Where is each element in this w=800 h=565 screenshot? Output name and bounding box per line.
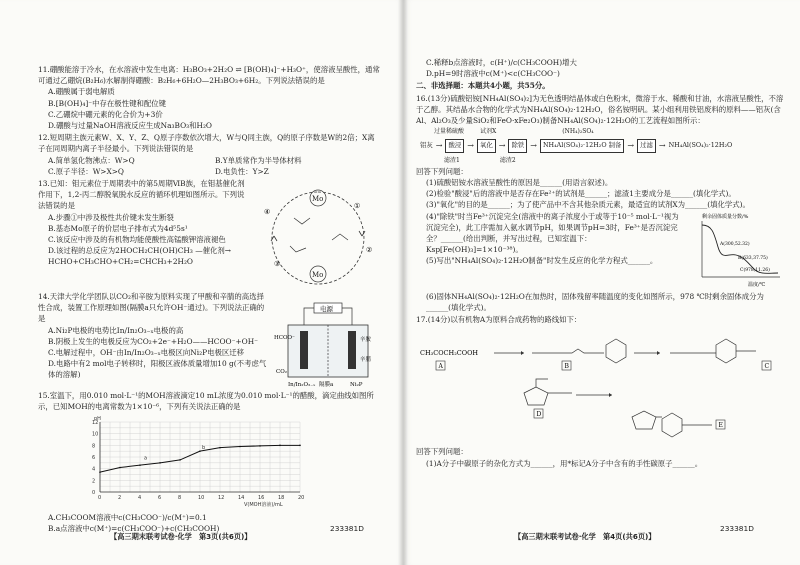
question-13-stem: 13.已知：钼元素位于周期表中的第5周期ⅥB族，在钼基催化剂作用下，1,2-丙二醇脱氧脱水反应的循环机理如图所示。下列说法错误的是	[38, 179, 245, 211]
flow-step-remove-iron: 除铁	[508, 139, 527, 152]
question-16-sub-2: (2)检验"酸浸"后的溶液中是否存在Fe²⁺的试剂是______；滤渣1主要成分是______(填化学式)。	[426, 189, 736, 199]
question-12-stem: 12.短周期主族元素W、X、Y、Z、Q原子序数依次增大，W与Q同主族，Q的原子序数是W的2倍；X离子在同周期内离子半径最小。下列说法错误的是	[38, 133, 375, 154]
question-13-option-b: B.基态Mo原子的价层电子排布式为4d⁵5s¹	[48, 223, 188, 233]
right-electrode-label: Ni₂P	[350, 382, 363, 389]
data-point	[119, 467, 121, 469]
x-axis-label: V(MOH溶液)/mL	[244, 502, 283, 509]
question-13-option-d: D.该过程的总反应为2HOCH₂CH(OH)CH₃ —催化剂→ HCHO+CH₃CHO+CH₂=CHCH₃+2H₂O	[48, 246, 231, 267]
page-3-footer: 【高三期末联考试卷·化学 第3页(共6页)】	[110, 532, 252, 541]
mo-label-top: Mo	[312, 195, 324, 204]
question-16-ask: 回答下列问题：	[416, 166, 468, 176]
x-tick-label: 4	[138, 495, 142, 502]
x-tick-label: 2	[118, 495, 122, 502]
x-tick-label: 6	[158, 495, 162, 502]
reagent-x: 试剂X	[480, 128, 497, 136]
reagent-sulfuric-acid: 过量稀硫酸	[434, 128, 465, 136]
question-12-option-a: A.简单氢化物沸点：W>Q	[48, 155, 135, 165]
question-14-option-b: B.阴极上发生的电极反应为CO₂+2e⁻+H₂O——HCOO⁻+OH⁻	[48, 336, 259, 346]
book-fold	[398, 0, 408, 565]
question-11-option-c: C.乙硼烷中硼元素的化合价为+3价	[48, 109, 163, 119]
question-11-option-b: B.[B(OH)₄]⁻中存在极性键和配位键	[48, 98, 167, 108]
compound-c-label: C	[764, 363, 770, 371]
compound-a-label: A	[438, 363, 443, 371]
question-14-option-a: A.Ni₂P电极的电势比In/In₂O₃₋ₓ电极的高	[48, 325, 184, 335]
power-supply-label: 电源	[320, 305, 333, 314]
question-14-option-d: D.电路中有2 mol电子转移时，阳极区液体质量增加10 g(不考虑气体的溶解)	[48, 359, 267, 380]
question-13	[38, 178, 382, 290]
question-17-ask: 回答下列问题：	[416, 447, 468, 457]
question-14-stem: 14.天津大学化学团队以CO₂和辛胺为原料实现了甲酸和辛腈的高选择性合成，装置工作原理如图(隔膜a只允许OH⁻通过)。下列说法正确的是	[38, 292, 265, 324]
y-tick-label: 10	[92, 432, 99, 439]
flow-step-prepare: NH₄Al(SO₄)₂·12H₂O 制备	[540, 139, 624, 152]
annotation-a: a	[144, 456, 148, 463]
question-17	[416, 314, 784, 469]
x-tick-label: 16	[258, 495, 265, 502]
page-4-content	[416, 57, 784, 470]
y-tick-label: 12	[92, 420, 99, 427]
question-14	[38, 291, 382, 389]
question-16	[416, 93, 784, 313]
flow-step-oxidize: 氧化	[477, 139, 496, 152]
x-tick-label: 12	[218, 495, 225, 502]
x-tick-label: 8	[178, 495, 182, 502]
octylamine-label: 辛胺	[360, 337, 372, 344]
synthesis-route-diagram	[416, 325, 784, 443]
y-tick-label: 4	[92, 467, 96, 474]
process-flow: 铝灰 → 酸浸 → 氧化 → 除铁 → NH₄Al(SO₄)₂·12H₂O 制备 → 过滤 → NH₄Al(SO₄)₂·12H₂O	[416, 139, 784, 152]
flow-step-0: 铝灰	[420, 141, 433, 150]
data-point	[259, 446, 261, 448]
question-17-sub-1: (1)A分子中碳原子的杂化方式为______，用*标记A分子中含有的手性碳原子______。	[426, 458, 703, 468]
question-16-sub-3: (3)"氧化"的目的是______；为了使产品中不含其他杂质元素，最适宜的试剂X为______(填化学式)。	[426, 200, 750, 210]
question-16-sub-1: (1)硫酸铝铵水溶液呈酸性的原因是______(用语言叙述)。	[426, 178, 613, 188]
graph-point-a: A(300,52.32)	[720, 241, 750, 247]
residue-2-label: 滤渣2	[499, 156, 516, 164]
x-tick-label: 0	[98, 495, 102, 502]
flow-step-product: NH₄Al(SO₄)₂·12H₂O	[668, 141, 733, 150]
data-point	[99, 472, 101, 474]
question-15-option-a: A.CH₃COOM溶液中c(CH₃COO⁻)/c(M⁺)=0.1	[48, 512, 207, 522]
graph-x-label: 温度/℃	[748, 281, 766, 288]
question-13-option-a: A.步骤①中涉及极性共价键未发生断裂	[48, 212, 174, 222]
mo-label-bottom: Mo	[312, 271, 324, 280]
left-electrode-label: In/In₂O₃₋ₓ	[288, 382, 316, 389]
question-15-option-c: C.稀释b点溶液时，c(H⁺)/c(CH₃COOH)增大	[426, 58, 577, 67]
page-3-content	[38, 64, 382, 535]
annotation-b: b	[202, 445, 206, 452]
question-12	[38, 132, 382, 177]
data-point	[199, 451, 201, 453]
thermal-decomposition-graph	[688, 211, 784, 291]
question-16-sub-4: (4)"除铁"时当Fe³⁺沉淀完全(溶液中的离子浓度小于或等于10⁻⁵ mol·L⁻¹视为沉淀完全)，此工序需加入氨水调节pH，如果调节pH=3时，Fe³⁺是否沉淀完全？______(给出判断，并写出过程，已知室温下：Ksp[Fe(OH)₃]=1×10⁻³⁸)。	[426, 211, 679, 255]
section-heading: 二、非选择题：本题共4小题，共55分。	[416, 81, 550, 91]
compound-b-label: B	[564, 363, 569, 371]
page-4-code: 233381D	[720, 524, 754, 533]
question-11	[38, 64, 382, 131]
formate-label: HCOO⁻	[274, 335, 295, 342]
electrolysis-cell-diagram	[274, 301, 382, 389]
question-16-sub-5: (5)写出"NH₄Al(SO₄)₂·12H₂O制备"时发生反应的化学方程式______。	[426, 256, 658, 266]
residue-1-label: 滤渣1	[444, 156, 460, 164]
data-point	[239, 446, 241, 448]
compound-a-formula: CH₃COCH₂COOH	[420, 349, 479, 358]
x-tick-label: 14	[238, 495, 245, 502]
question-16-sub-6: (6)固体NH₄Al(SO₄)₂·12H₂O在加热时，固体残留率随温度的变化如图所示，978 ℃时剩余固体成分为______(填化学式)。	[426, 291, 764, 312]
y-tick-label: 0	[92, 490, 96, 497]
exam-page-4	[404, 0, 800, 565]
x-tick-label: 10	[198, 495, 205, 502]
compound-d-label: D	[536, 411, 542, 419]
octanenitrile-label: 辛腈	[360, 357, 372, 364]
question-16-stem: 16.(13分)硫酸铝铵[NH₄Al(SO₄)₂]为无色透明结晶体或白色粉末，微溶于水、稀酸和甘油，水溶液呈酸性，不溶于乙醇。其结晶水合物的化学式为NH₄Al(SO₄)₂·12H₂O，俗名铵明矾。某小组利用铁铝废料的原料——铝灰(含Al、Al₂O₃及少量SiO₂和FeO·xFe₂O₃)制备NH₄Al(SO₄)₂·12H₂O的工艺流程如图所示：	[416, 93, 784, 126]
y-tick-label: 6	[92, 455, 96, 462]
question-15-option-b: B.a点溶液中c(M⁺)=c(CH₃COO⁻)+c(CH₃COOH)	[48, 523, 220, 533]
question-14-option-c: C.电解过程中，OH⁻由In/In₂O₃₋ₓ电极区向Ni₂P电极区迁移	[48, 348, 245, 358]
y-tick-label: 2	[92, 478, 96, 485]
question-12-option-c: C.原子半径：W>X>Q	[48, 166, 124, 176]
y-axis-label: pH	[94, 416, 101, 423]
x-tick-label: 18	[278, 495, 285, 502]
data-point	[219, 447, 221, 449]
titration-curve-chart	[78, 414, 318, 508]
co2-label: CO₂	[276, 369, 287, 376]
flow-step-filter: 过滤	[637, 139, 656, 152]
question-11-option-d: D.硼酸与过量NaOH溶液反应生成Na₃BO₃和H₂O	[48, 121, 212, 131]
flow-step-acid-leach: 酸浸	[445, 139, 464, 152]
x-tick-label: 20	[298, 495, 305, 502]
data-point	[279, 445, 281, 447]
step-1-label: ①	[354, 202, 361, 211]
question-17-stem: 17.(14分)以有机物A为原料合成药物的路线如下：	[416, 315, 582, 325]
step-2-label: ②	[366, 246, 373, 255]
data-point	[299, 445, 301, 447]
membrane-label: 隔膜a	[319, 382, 334, 389]
reagent-ammonium-sulfate: (NH₄)₂SO₄	[562, 128, 594, 136]
graph-point-c: C(978,11.26)	[740, 267, 770, 273]
question-13-option-c: C.该反应中涉及的有机物均能使酸性高锰酸钾溶液褪色	[48, 235, 226, 245]
page-4-footer: 【高三期末联考试卷·化学 第4页(共6页)】	[514, 532, 656, 541]
question-11-option-a: A.硼酸属于弱电解质	[48, 87, 115, 97]
question-15	[38, 390, 382, 534]
question-11-stem: 11.硼酸能溶于冷水，在水溶液中发生电离：H₃BO₃+2H₂O ⇌ [B(OH)₄]⁻+H₃O⁺，使溶液呈酸性，通常可通过乙硼烷(B₂H₆)水解制得硼酸：B₂H₆+6H₂O—2H₃BO₃+6H₂。下列说法错误的是	[38, 65, 380, 86]
graph-title: 剩余固体质量分数/%	[702, 213, 749, 220]
catalytic-cycle-diagram	[254, 178, 382, 290]
data-point	[139, 465, 141, 467]
step-3-label: ③	[274, 260, 281, 269]
step-4-label: ④	[264, 208, 271, 217]
data-point	[159, 462, 161, 464]
molybdenum-complex-bottom	[310, 266, 326, 282]
question-12-option-b: B.Y单质常作为半导体材料	[215, 155, 302, 165]
question-15-option-d: D.pH=9时溶液中c(M⁺)<c(CH₃COO⁻)	[426, 69, 560, 79]
question-12-option-d: D.电负性：Y>Z	[215, 166, 269, 176]
question-15-stem: 15.室温下，用0.010 mol·L⁻¹的MOH溶液滴定10 mL浓度为0.010 mol·L⁻¹的醋酸，滴定曲线如图所示，已知MOH的电离常数为1×10⁻⁶，下列有关说法正确的是	[38, 391, 374, 412]
compound-e-label: E	[718, 422, 723, 430]
data-point	[179, 460, 181, 462]
graph-point-b: B(633,37.75)	[738, 255, 768, 261]
page-3-code: 233381D	[330, 524, 364, 533]
y-tick-label: 8	[92, 443, 96, 450]
